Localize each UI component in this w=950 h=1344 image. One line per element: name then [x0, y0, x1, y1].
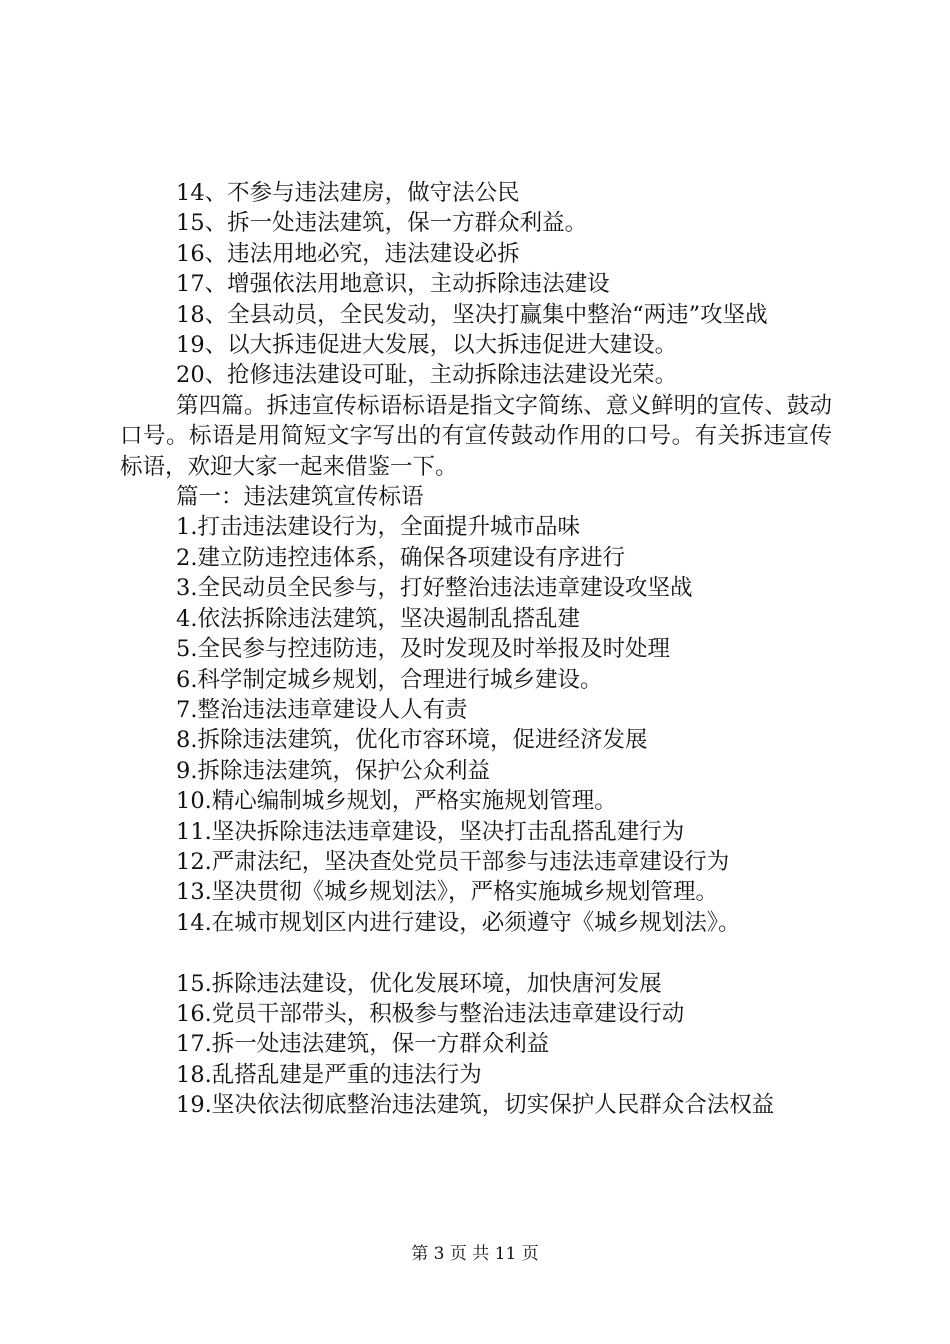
list-item: 5.全民参与控违防违，及时发现及时举报及时处理 [176, 636, 670, 663]
list-item: 16.党员干部带头，积极参与整治违法违章建设行动 [176, 1000, 685, 1027]
list-item: 4.依法拆除违法建筑，坚决遏制乱搭乱建 [176, 605, 580, 632]
list-item: 7.整治违法违章建设人人有责 [176, 696, 468, 723]
list-item: 6.科学制定城乡规划，合理进行城乡建设。 [176, 666, 603, 693]
list-item: 19.坚决依法彻底整治违法建筑，切实保护人民群众合法权益 [176, 1092, 775, 1119]
list-item: 14.在城市规划区内进行建设，必须遵守《城乡规划法》。 [176, 909, 741, 936]
list-item: 10.精心编制城乡规划，严格实施规划管理。 [176, 788, 617, 815]
paragraph: 19、以大拆违促进大发展，以大拆违促进大建设。 [176, 332, 678, 359]
list-item: 13.坚决贯彻《城乡规划法》，严格实施城乡规划管理。 [176, 879, 719, 906]
list-item: 12.严肃法纪，坚决查处党员干部参与违法违章建设行为 [176, 848, 730, 875]
paragraph: 14、不参与违法建房，做守法公民 [176, 180, 520, 206]
list-item: 8.拆除违法建筑，优化市容环境，促进经济发展 [176, 727, 648, 754]
list-item: 2.建立防违控违体系，确保各项建设有序进行 [176, 544, 625, 571]
paragraph: 18、全县动员，全民发动，坚决打赢集中整治“两违”攻坚战 [176, 301, 768, 328]
page-number-footer: 第 3 页 共 11 页 [411, 1244, 539, 1264]
document-body [120, 178, 832, 1121]
list-item: 3.全民动员全民参与，打好整治违法违章建设攻坚战 [176, 575, 693, 602]
section-intro-paragraph: 第四篇。拆违宣传标语标语是指文字简练、意义鲜明的宣传、鼓动口号。标语是用简短文字写出的有宣传鼓动作用的口号。有关拆违宣传标语，欢迎大家一起来借鉴一下。 [120, 392, 832, 480]
paragraph: 20、抢修违法建设可耻，主动拆除违法建设光荣。 [176, 362, 678, 389]
list-item: 18.乱搭乱建是严重的违法行为 [176, 1061, 482, 1088]
list-item: 15.拆除违法建设，优化发展环境，加快唐河发展 [176, 970, 662, 997]
list-item: 1.打击违法建设行为，全面提升城市品味 [176, 514, 580, 541]
list-item: 17.拆一处违法建筑，保一方群众利益 [176, 1031, 550, 1058]
list-item: 9.拆除违法建筑，保护公众利益 [176, 757, 490, 784]
blank-line [120, 938, 832, 968]
paragraph: 16、违法用地必究，违法建设必拆 [176, 240, 520, 267]
paragraph: 15、拆一处违法建筑，保一方群众利益。 [176, 210, 588, 237]
section-heading: 篇一：违法建筑宣传标语 [176, 484, 424, 511]
paragraph: 17、增强依法用地意识，主动拆除违法建设 [176, 271, 610, 298]
list-item: 11.坚决拆除违法违章建设，坚决打击乱搭乱建行为 [176, 818, 685, 845]
